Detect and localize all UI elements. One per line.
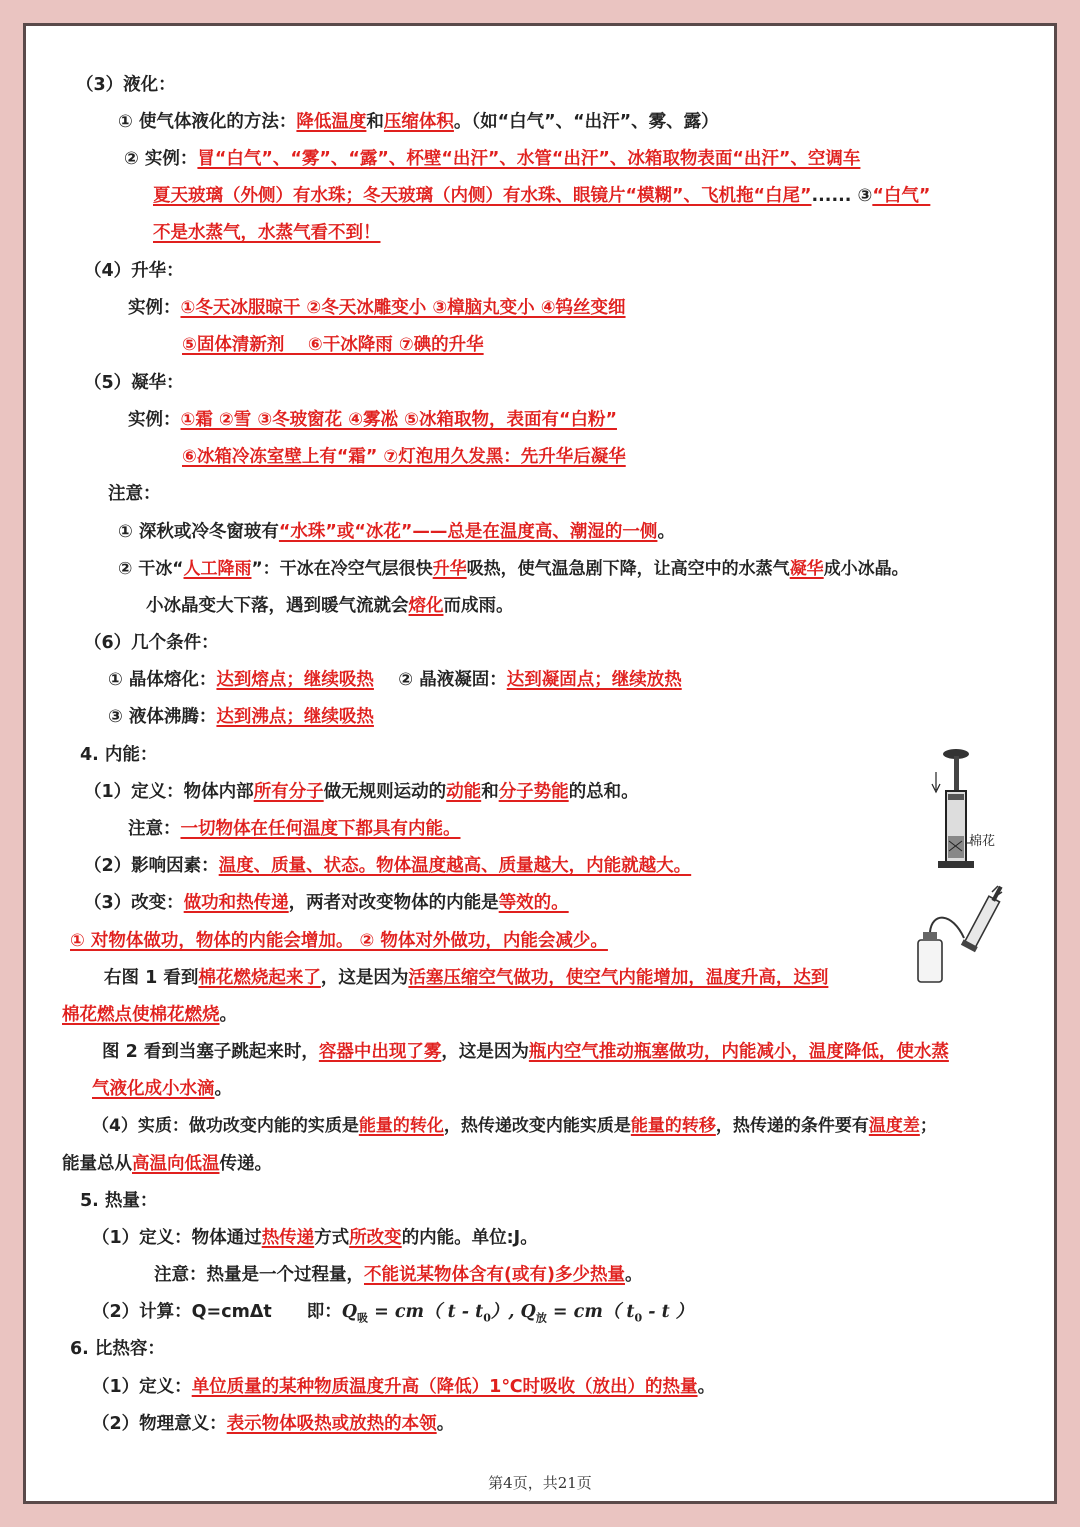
liquefaction-methods: ① 使气体液化的方法：降低温度和压缩体积。（如“白气”、“出汗”、雾、露）	[118, 112, 719, 132]
section-internal-energy: 4. 内能：	[80, 745, 158, 765]
figure1-explanation: 右图 1 看到棉花燃烧起来了，这是因为活塞压缩空气做功，使空气内能增加，温度升高，达到	[104, 968, 829, 988]
heading-liquefaction: （3）液化：	[76, 75, 176, 95]
document-page	[26, 26, 1054, 1501]
note-rain: 小冰晶变大下落，遇到暖气流就会熔化而成雨。	[146, 596, 514, 616]
section-heat: 5. 热量：	[80, 1191, 158, 1211]
deposition-examples-cont: ⑥冰箱冷冻室壁上有“霜” ⑦灯泡用久发黑：先升华后凝华	[182, 447, 626, 467]
heading-deposition: （5）凝华：	[84, 373, 184, 393]
internal-energy-essence: （4）实质：做功改变内能的实质是能量的转化，热传递改变内能实质是能量的转移，热传递的条件要有温度差；	[92, 1116, 937, 1136]
internal-energy-definition: （1）定义：物体内部所有分子做无规则运动的动能和分子势能的总和。	[84, 782, 639, 802]
page-footer: 第4页，共21页	[488, 1474, 592, 1492]
figure2-explanation: 图 2 看到当塞子跳起来时，容器中出现了雾，这是因为瓶内空气推动瓶塞做功，内能减小，温度降低，使水蒸	[102, 1042, 949, 1062]
deposition-examples: 实例：①霜 ②雪 ③冬玻窗花 ④雾凇 ⑤冰箱取物，表面有“白粉”	[128, 410, 617, 430]
energy-flow-direction: 能量总从高温向低温传递。	[62, 1154, 272, 1174]
figure1-label-cotton: 棉花	[969, 834, 996, 849]
internal-energy-change: （3）改变：做功和热传递，两者对改变物体的内能是等效的。	[84, 893, 569, 913]
liquefaction-examples: ② 实例：冒“白气”、“雾”、“露”、杯壁“出汗”、水管“出汗”、冰箱取物表面“出汗”、空调车	[124, 149, 861, 169]
internal-energy-factors: （2）影响因素：温度、质量、状态。物体温度越高、质量越大，内能就越大。	[84, 856, 692, 876]
note-window: ① 深秋或冷冬窗玻有“水珠”或“冰花”——总是在温度高、潮湿的一侧。	[118, 522, 675, 542]
figure2-explanation-cont: 气液化成小水滴。	[92, 1079, 232, 1099]
specific-heat-meaning: （2）物理意义：表示物体吸热或放热的本领。	[92, 1414, 455, 1434]
heading-sublimation: （4）升华：	[84, 261, 184, 281]
figure2-bottle-apparatus	[912, 882, 1012, 992]
note-heading: 注意：	[108, 484, 161, 504]
conditions-boiling: ③ 液体沸腾：达到沸点；继续吸热	[108, 707, 374, 727]
specific-heat-definition: （1）定义：单位质量的某种物质温度升高（降低）1℃时吸收（放出）的热量。	[92, 1377, 716, 1397]
sublimation-examples: 实例：①冬天冰服晾干 ②冬天冰雕变小 ③樟脑丸变小 ④钨丝变细	[128, 298, 626, 318]
internal-energy-note: 注意：一切物体在任何温度下都具有内能。	[128, 819, 461, 839]
heat-note: 注意：热量是一个过程量，不能说某物体含有(或有)多少热量。	[154, 1265, 643, 1285]
work-effects: ① 对物体做功，物体的内能会增加。 ② 物体对外做功，内能会减少。	[70, 931, 608, 951]
heading-conditions: （6）几个条件：	[84, 633, 219, 653]
liquefaction-examples-cont: 夏天玻璃（外侧）有水珠；冬天玻璃（内侧）有水珠、眼镜片“模糊”、飞机拖“白尾”...... ③“白气”	[153, 186, 931, 206]
section-specific-heat: 6. 比热容：	[70, 1339, 165, 1359]
figure1-explanation-cont: 棉花燃点使棉花燃烧。	[62, 1005, 237, 1025]
heat-calculation: （2）计算：Q=cmΔt 即：$Q_吸 = cm$（ t - $t_0$）, $Q_放 = cm$（ $t_0$ - t ）	[92, 1302, 694, 1325]
sublimation-examples-cont: ⑤固体清新剂 ⑥干冰降雨 ⑦碘的升华	[182, 335, 484, 355]
note-dry-ice: ② 干冰“人工降雨”：干冰在冷空气层很快升华吸热，使气温急剧下降，让高空中的水蒸气凝华成小冰晶。	[118, 559, 909, 579]
conditions-melting-solidifying: ① 晶体熔化：达到熔点；继续吸热 ② 晶液凝固：达到凝固点；继续放热	[108, 670, 682, 690]
figure1-compression-apparatus	[916, 746, 1016, 876]
heat-definition: （1）定义：物体通过热传递方式所改变的内能。单位:J。	[92, 1228, 538, 1248]
white-gas-note: 不是水蒸气，水蒸气看不到！	[153, 223, 381, 243]
